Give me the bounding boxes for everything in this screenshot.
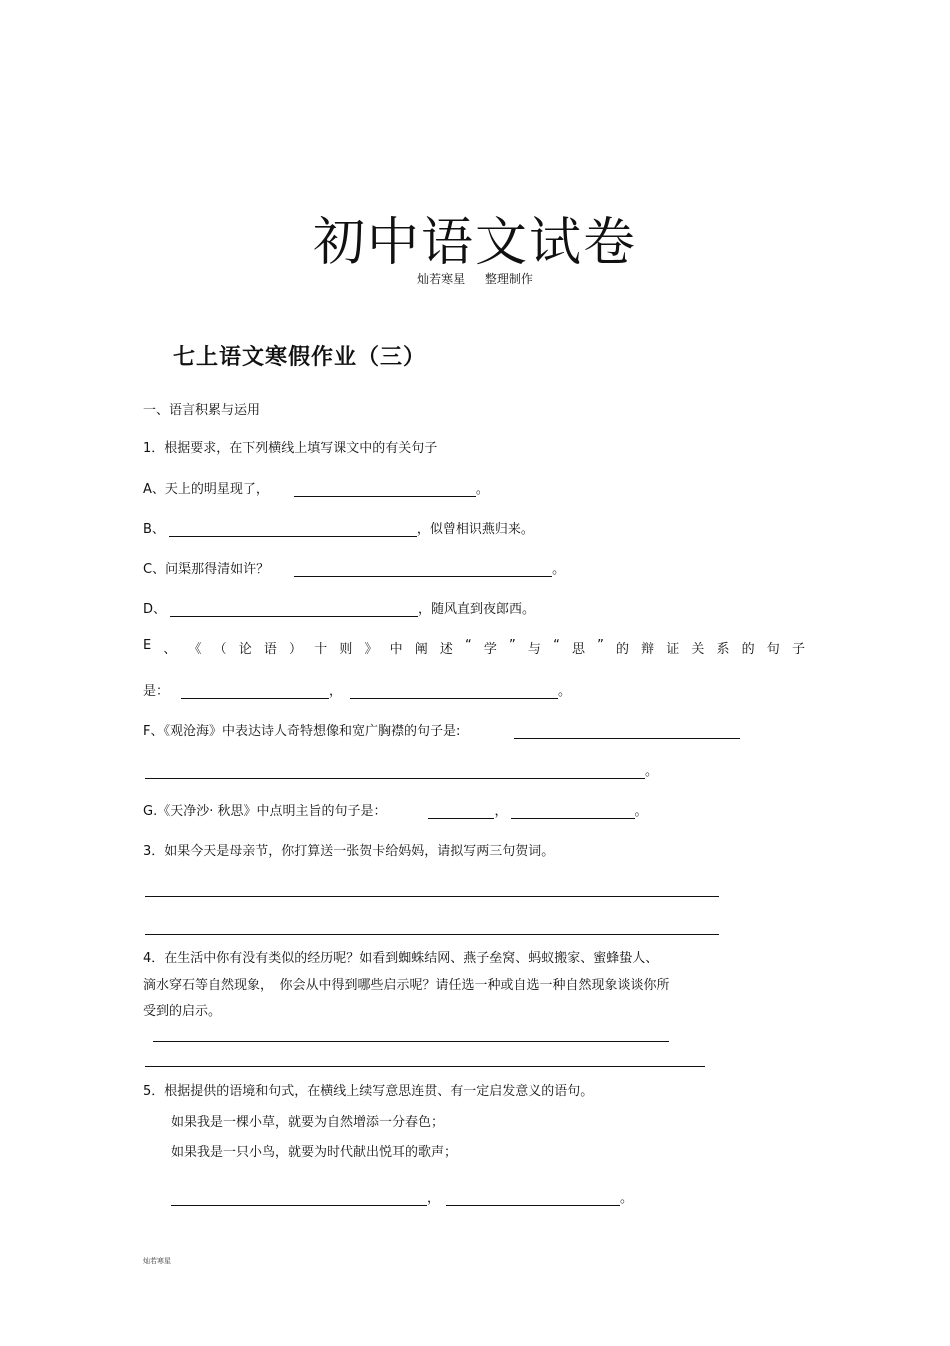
question-4-line-2: 滴水穿石等自然现象， 你会从中得到哪些启示呢？请任选一种或自选一种自然现象谈谈你所 <box>143 978 670 993</box>
question-1e-end: 。 <box>558 684 572 699</box>
question-1a-end: 。 <box>475 482 489 497</box>
question-1e-char: 十 <box>314 642 328 657</box>
answer-blank-1b[interactable] <box>169 520 417 537</box>
question-1e-char: （ <box>213 642 227 657</box>
question-1e <box>143 638 805 657</box>
question-1e-char: 、 <box>163 642 177 657</box>
question-3-prompt: 3．如果今天是母亲节，你打算送一张贺卡给妈妈，请拟写两三句贺词。 <box>143 844 555 859</box>
question-1e-char: 关 <box>691 642 705 657</box>
page-title: 初中语文试卷 <box>312 213 637 273</box>
question-1e-char: 论 <box>238 642 252 657</box>
answer-line-3-2[interactable] <box>145 934 719 935</box>
question-1e-char: 系 <box>716 642 730 657</box>
answer-blank-1f-1[interactable] <box>514 722 740 739</box>
question-1g <box>143 800 648 819</box>
question-1g-comma: ， <box>494 804 508 819</box>
answer-blank-1g-2[interactable] <box>511 802 635 819</box>
question-1d-label: D、 <box>143 602 167 617</box>
question-1e-char: 的 <box>615 642 629 657</box>
question-1e-char: “ <box>553 638 560 653</box>
question-1e-char: 句 <box>766 642 780 657</box>
answer-line-4-2[interactable] <box>145 1066 705 1067</box>
answer-blank-5-1[interactable] <box>171 1189 427 1206</box>
question-1b-end: ，似曾相识燕归来。 <box>416 522 534 537</box>
part-heading: 一、语言积累与运用 <box>143 403 261 418</box>
question-5-example-2: 如果我是一只小鸟，就要为时代献出悦耳的歌声； <box>171 1145 458 1160</box>
question-1f <box>143 720 740 739</box>
subtitle-author: 灿若寒星 <box>417 272 466 286</box>
answer-line-3-1[interactable] <box>145 896 719 897</box>
answer-blank-1c[interactable] <box>294 560 552 577</box>
question-5-answer <box>171 1187 633 1206</box>
question-4-line-1: 4．在生活中你有没有类似的经历呢？如看到蜘蛛结网、燕子垒窝、蚂蚁搬家、蜜蜂蛰人、 <box>143 951 659 966</box>
answer-line-4-1[interactable] <box>153 1041 669 1042</box>
question-5-end: 。 <box>620 1191 634 1206</box>
page-footer: 灿若寒星 <box>143 1257 171 1265</box>
question-4-line-3: 受到的启示。 <box>143 1004 222 1019</box>
question-1e-char: 辩 <box>641 642 655 657</box>
question-1e-char: 》 <box>364 642 378 657</box>
question-1e-char: 阐 <box>414 642 428 657</box>
question-1g-label: G.《天净沙· 秋思》中点明主旨的句子是： <box>143 804 387 819</box>
question-1c-end: 。 <box>552 562 566 577</box>
question-5-prompt: 5．根据提供的语境和句式，在横线上续写意思连贯、有一定启发意义的语句。 <box>143 1084 594 1099</box>
question-1e-char: 子 <box>791 642 805 657</box>
question-1e-comma: ， <box>329 684 343 699</box>
answer-blank-1f-2[interactable] <box>145 762 645 779</box>
answer-blank-1g-1[interactable] <box>428 802 494 819</box>
question-1e-char: 学 <box>483 642 497 657</box>
question-1e-char: ” <box>509 638 516 653</box>
question-1b <box>143 518 534 537</box>
question-1e-char: 思 <box>571 642 585 657</box>
question-1f-label: F、《观沧海》中表达诗人奇特想像和宽广胸襟的句子是: <box>143 724 461 739</box>
question-1e-char: 证 <box>666 642 680 657</box>
question-1e-char: 述 <box>439 642 453 657</box>
question-1g-end: 。 <box>634 804 648 819</box>
answer-blank-5-2[interactable] <box>446 1189 620 1206</box>
question-1f-end: 。 <box>645 764 659 779</box>
question-1b-label: B、 <box>143 522 165 537</box>
answer-blank-1e-1[interactable] <box>181 682 329 699</box>
answer-blank-1e-2[interactable] <box>350 682 558 699</box>
question-1e-char: 的 <box>741 642 755 657</box>
question-1e-continued <box>143 680 571 699</box>
question-1e-char: ” <box>597 638 604 653</box>
answer-blank-1a[interactable] <box>294 480 476 497</box>
section-title: 七上语文寒假作业（三） <box>173 345 427 370</box>
question-1e-char: E <box>143 638 152 653</box>
question-1e-char: 则 <box>339 642 353 657</box>
question-5-comma: ， <box>427 1191 441 1206</box>
question-1e-cont-label: 是： <box>143 684 170 699</box>
question-1e-char: 与 <box>527 642 541 657</box>
question-1a <box>143 478 489 497</box>
question-1e-char: 语 <box>263 642 277 657</box>
question-1d <box>143 598 535 617</box>
page-subtitle <box>0 270 950 287</box>
question-1c-label: C、问渠那得清如许？ <box>143 562 270 577</box>
question-1e-char: 中 <box>389 642 403 657</box>
question-1a-label: A、天上的明星现了， <box>143 482 269 497</box>
subtitle-action: 整理制作 <box>484 272 533 286</box>
question-1e-char: 《 <box>188 642 202 657</box>
question-1f-continued <box>145 760 658 779</box>
question-1e-char: “ <box>465 638 472 653</box>
question-1c <box>143 558 565 577</box>
answer-blank-1d[interactable] <box>170 600 418 617</box>
question-1e-char: ） <box>289 642 303 657</box>
question-5-example-1: 如果我是一棵小草，就要为自然增添一分春色； <box>171 1115 445 1130</box>
question-1d-end: ，随风直到夜郎西。 <box>418 602 536 617</box>
question-1-prompt: 1．根据要求，在下列横线上填写课文中的有关句子 <box>143 441 438 456</box>
